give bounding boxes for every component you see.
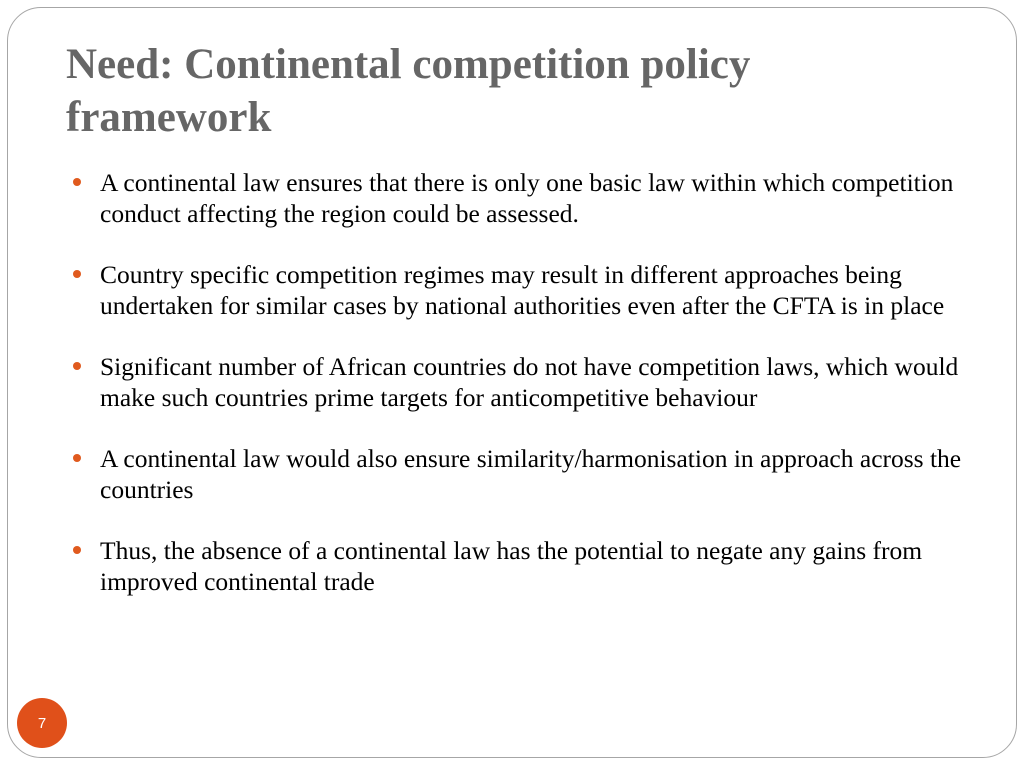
slide-title: Need: Continental competition policy framework bbox=[66, 41, 751, 141]
bullet-item bbox=[72, 167, 972, 229]
bullet-text: A continental law ensures that there is only one basic law within which competition conduct affecting the region could be assessed. bbox=[100, 168, 954, 228]
bullet-text: Country specific competition regimes may result in different approaches being undertaken for similar cases by national authorities even after the CFTA is in place bbox=[100, 260, 945, 320]
bullet-item bbox=[72, 535, 972, 597]
bullet-list bbox=[72, 167, 972, 627]
bullet-text: Thus, the absence of a continental law has the potential to negate any gains from improved continental trade bbox=[100, 536, 923, 596]
bullet-dot-icon bbox=[73, 362, 81, 370]
bullet-dot-icon bbox=[73, 270, 81, 278]
bullet-text: Significant number of African countries do not have competition laws, which would make such countries prime targets for anticompetitive behaviour bbox=[100, 352, 959, 412]
page-number-badge bbox=[17, 698, 67, 748]
bullet-item bbox=[72, 259, 972, 321]
bullet-dot-icon bbox=[73, 546, 81, 554]
bullet-dot-icon bbox=[73, 178, 81, 186]
bullet-item bbox=[72, 443, 972, 505]
page-number: 7 bbox=[37, 714, 47, 732]
bullet-item bbox=[72, 351, 972, 413]
bullet-text: A continental law would also ensure similarity/harmonisation in approach across the countries bbox=[100, 444, 962, 504]
bullet-dot-icon bbox=[73, 454, 81, 462]
